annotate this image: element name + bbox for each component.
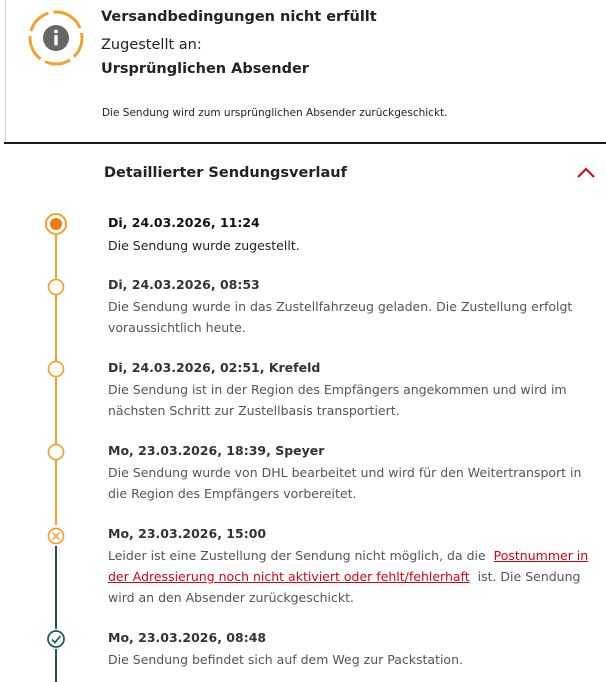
event-date: Di, 24.03.2026, 11:24 <box>108 215 260 230</box>
event-date: Mo, 23.03.2026, 08:48 <box>108 630 267 645</box>
event-text: Die Sendung ist in der Region des Empfängers angekommen und wird im nächsten Schritt zur Zustellbasis transportiert. <box>108 382 567 418</box>
event-text: Die Sendung wurde zugestellt. <box>108 238 300 253</box>
info-icon <box>27 9 85 67</box>
event-date: Mo, 23.03.2026, 15:00 <box>108 526 267 541</box>
event-date: Mo, 23.03.2026, 18:39, Speyer <box>108 443 325 458</box>
section-divider <box>4 142 606 144</box>
event-text: Die Sendung wurde in das Zustellfahrzeug geladen. Die Zustellung erfolgt voraussichtlich heute. <box>108 299 573 335</box>
history-title: Detaillierter Sendungsverlauf <box>104 165 347 181</box>
status-note: Die Sendung wird zum ursprünglichen Absender zurückgeschickt. <box>102 107 448 119</box>
timeline-marker-check-icon <box>48 631 64 647</box>
event-item <box>108 443 603 504</box>
timeline-marker-current <box>46 214 66 234</box>
event-date: Di, 24.03.2026, 08:53 <box>108 277 260 292</box>
event-text-before: Leider ist eine Zustellung der Sendung nicht möglich, da die <box>108 548 486 563</box>
timeline-marker-open <box>49 362 64 377</box>
event-item <box>108 360 603 421</box>
postnummer-help-link[interactable]: Postnummer in der Adressierung noch nicht aktiviert oder fehlt/fehlerhaft <box>108 548 589 584</box>
delivered-to-label: Zugestellt an: <box>101 37 202 53</box>
status-card <box>0 0 606 142</box>
chevron-up-icon[interactable] <box>576 165 596 179</box>
timeline-track <box>40 205 74 682</box>
timeline-marker-open <box>49 280 64 295</box>
card-left-border <box>5 0 6 142</box>
event-text: Die Sendung befindet sich auf dem Weg zur Packstation. <box>108 652 463 667</box>
event-item <box>108 630 603 670</box>
event-text-after: ist. Die Sendung wird an den Absender zurückgeschickt. <box>108 569 581 605</box>
event-item <box>108 277 603 338</box>
event-item <box>108 526 603 608</box>
event-text: Die Sendung wurde von DHL bearbeitet und wird für den Weitertransport in die Region des Empfängers vorbereitet. <box>108 465 582 501</box>
status-title: Versandbedingungen nicht erfüllt <box>101 9 377 25</box>
recipient-value: Ursprünglichen Absender <box>101 61 309 77</box>
event-text <box>108 545 603 608</box>
timeline-marker-open <box>49 445 64 460</box>
event-date: Di, 24.03.2026, 02:51, Krefeld <box>108 360 321 375</box>
event-item <box>108 215 603 256</box>
timeline-marker-x-icon <box>49 529 64 544</box>
